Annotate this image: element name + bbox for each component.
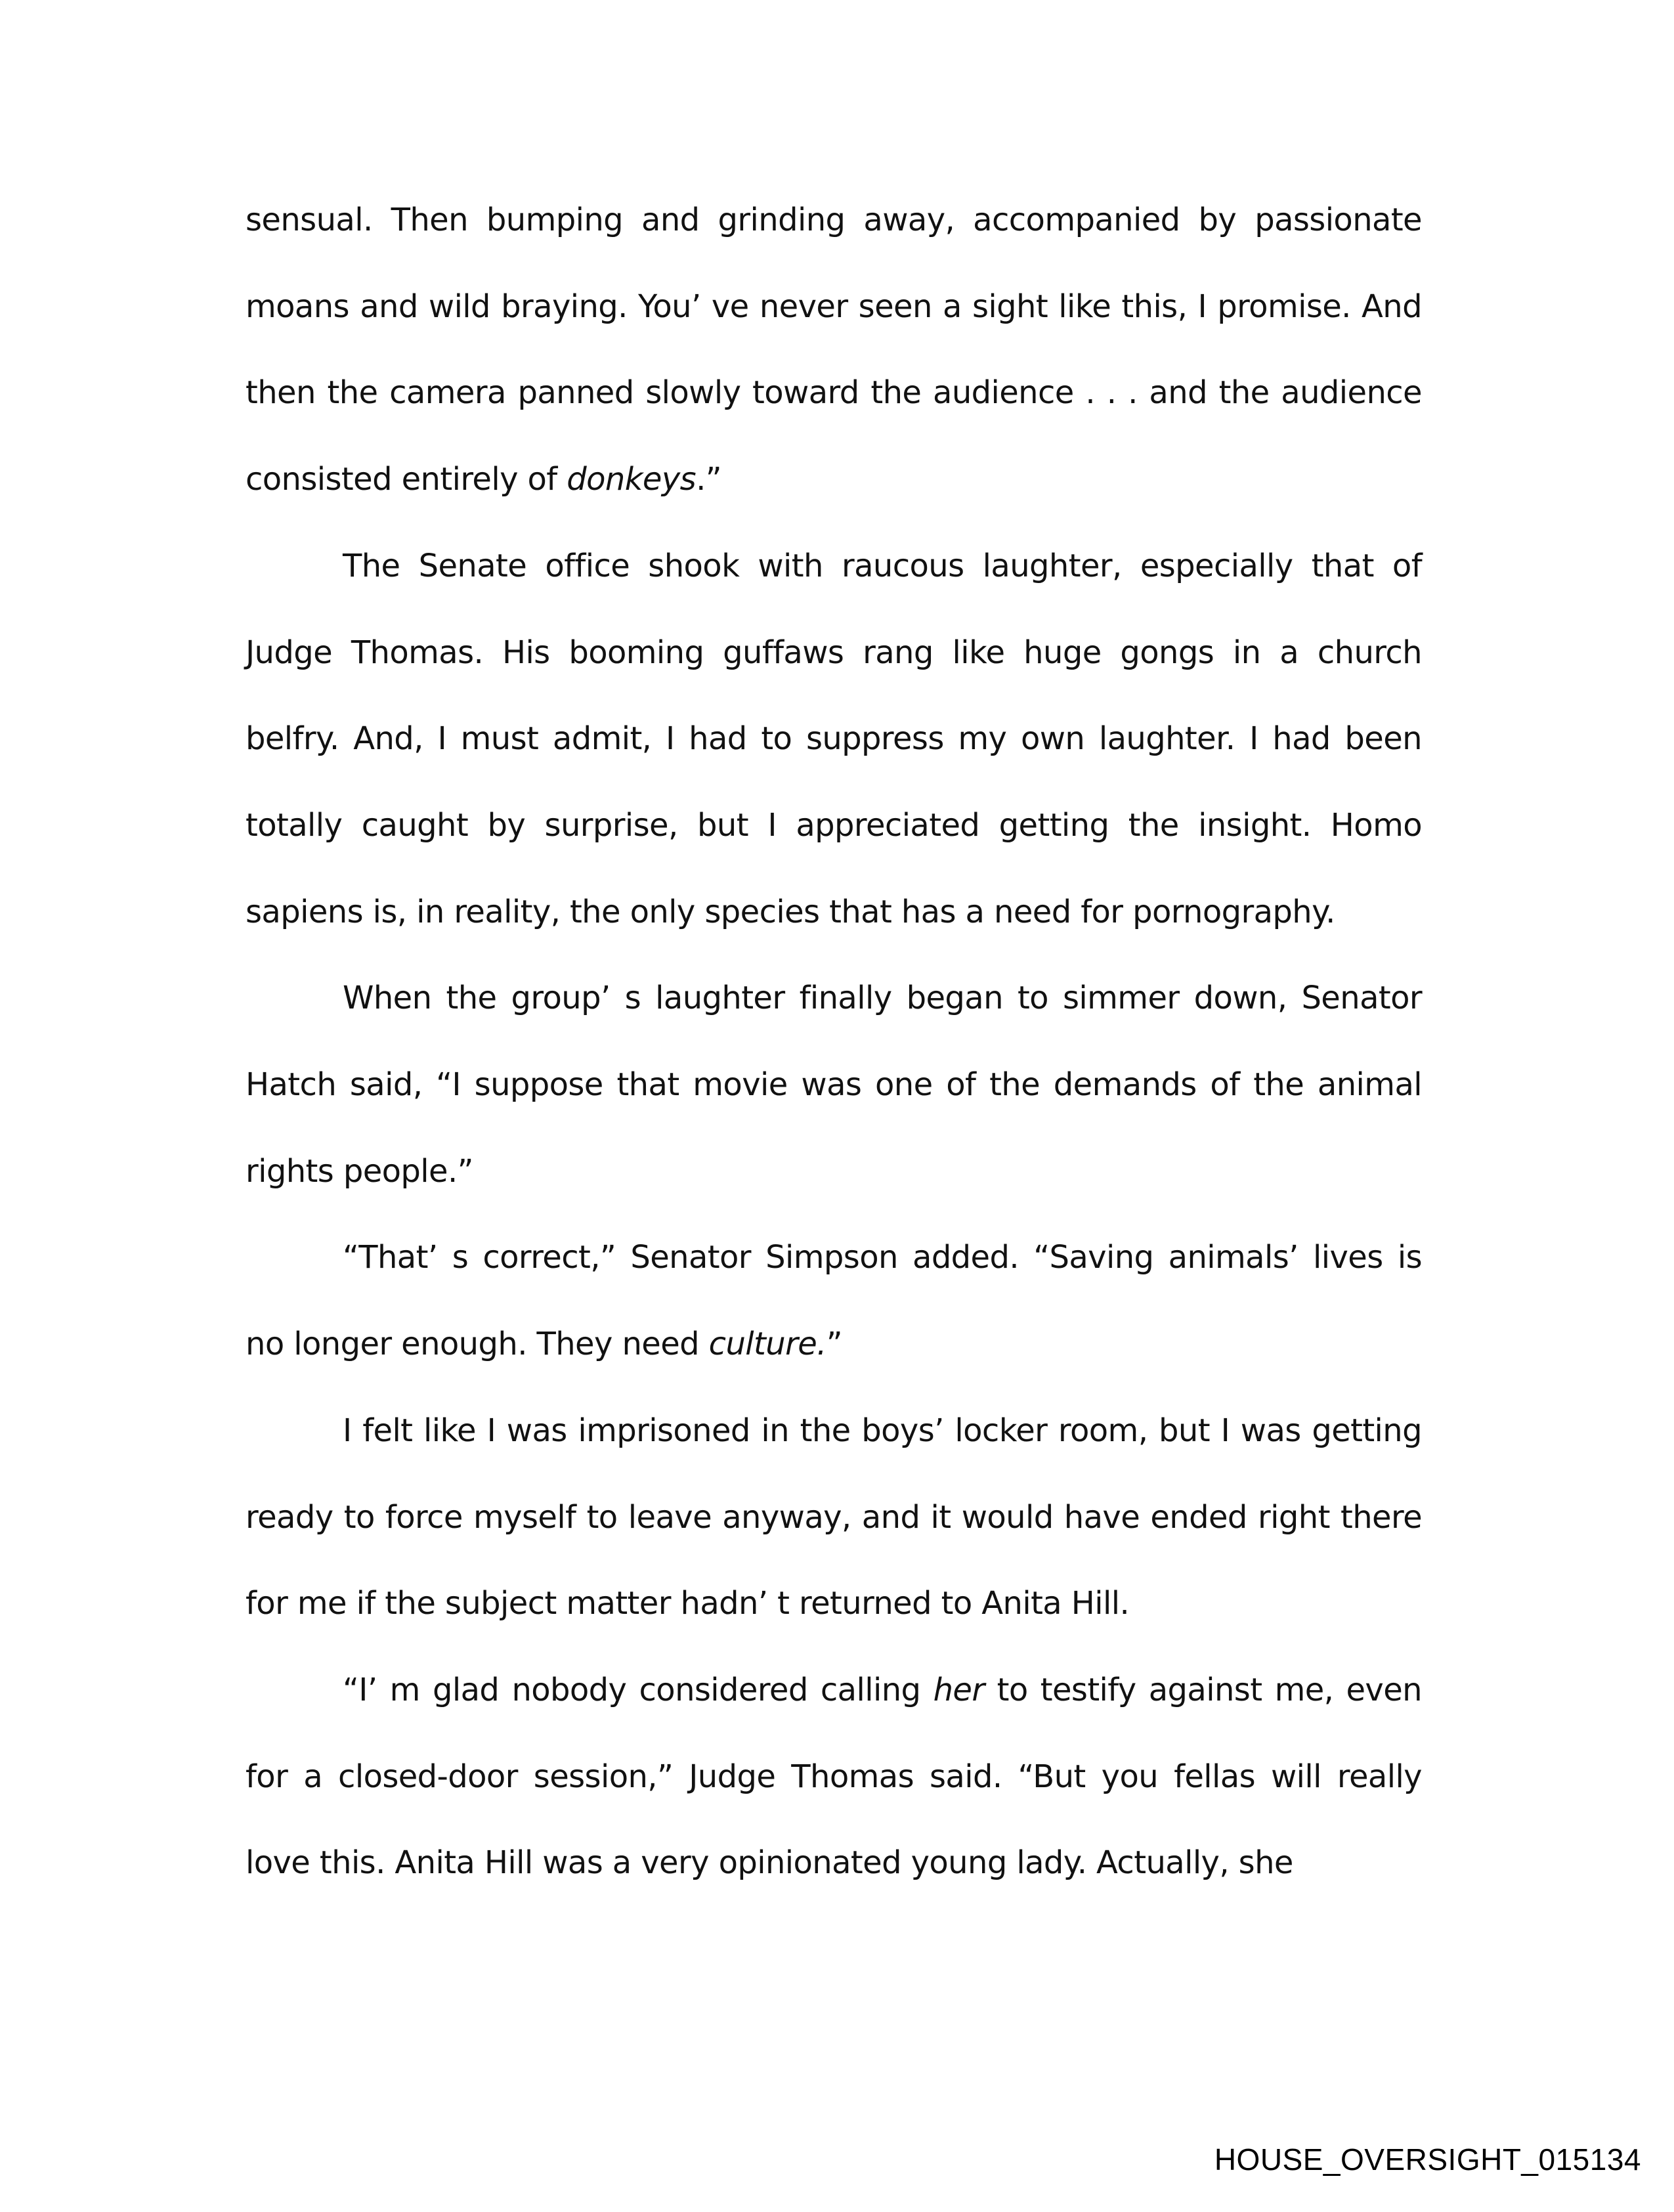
italic-text: her xyxy=(933,1671,985,1708)
text-run: .” xyxy=(696,461,722,498)
paragraph xyxy=(246,523,1422,956)
italic-text: donkeys xyxy=(567,461,697,498)
paragraph xyxy=(246,177,1422,523)
text-run: “I’ m glad nobody considered calling xyxy=(343,1671,934,1708)
bates-number: HOUSE_OVERSIGHT_015134 xyxy=(1214,2142,1641,2177)
paragraph xyxy=(246,955,1422,1215)
text-run: When the group’ s laughter finally began to simmer down, Senator Hatch said, “I suppose that movie was one of the demands of the animal rights people.” xyxy=(246,980,1422,1190)
paragraph xyxy=(246,1647,1422,1907)
text-run: The Senate office shook with raucous laughter, especially that of Judge Thomas. His booming guffaws rang like huge gongs in a church belfry. And, I must admit, I had to suppress my own laughter. I had been totally caught by surprise, but I appreciated getting the insight. Homo sapiens is, in reality, the only species that has a need for pornography. xyxy=(246,547,1422,930)
text-run: I felt like I was imprisoned in the boys’ locker room, but I was getting ready to force myself to leave anyway, and it would have ended right there for me if the subject matter hadn’ t returned to Anita Hill. xyxy=(246,1412,1422,1622)
text-run: to testify against me, even for a closed-door session,” Judge Thomas said. “But you fellas will really love this. Anita Hill was a very opinionated young lady. Actually, she xyxy=(246,1671,1422,1882)
paragraph xyxy=(246,1215,1422,1387)
italic-text: culture. xyxy=(708,1326,826,1363)
text-run: ” xyxy=(826,1326,843,1363)
paragraph xyxy=(246,1388,1422,1647)
text-run: sensual. Then bumping and grinding away, accompanied by passionate moans and wild braying. You’ ve never seen a sight like this, I promise. And then the camera panned slowly toward the audience . . . and the audience consisted entirely of xyxy=(246,202,1422,498)
body-text xyxy=(246,177,1422,1907)
text-run: “That’ s correct,” Senator Simpson added. “Saving animals’ lives is no longer enough. They need xyxy=(246,1239,1422,1363)
